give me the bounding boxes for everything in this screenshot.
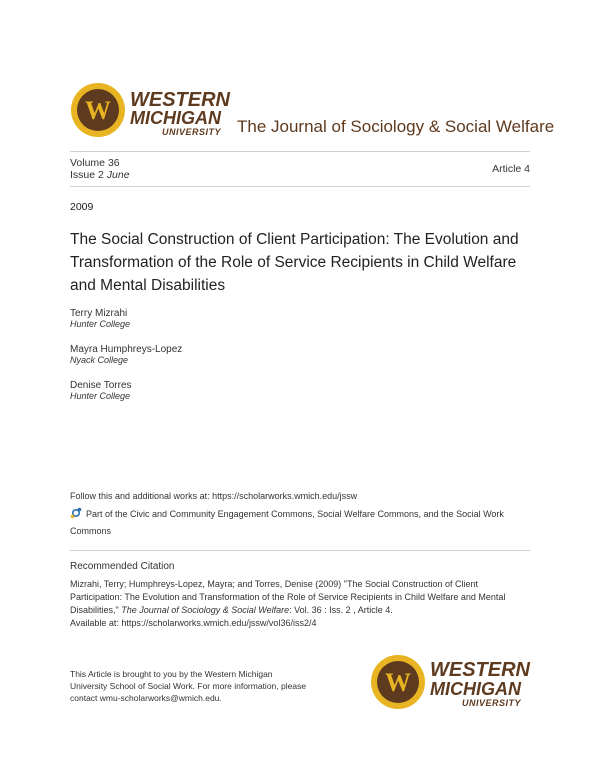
journal-title[interactable]: The Journal of Sociology & Social Welfare <box>237 117 555 136</box>
wmu-logo-footer <box>370 652 540 712</box>
issue-month: June <box>106 169 130 181</box>
commons-link-social-work[interactable]: Social Work Commons <box>70 509 504 536</box>
network-icon <box>70 507 82 519</box>
citation-volume: : Vol. 36 : Iss. 2 , Article 4. <box>289 605 393 615</box>
wmu-logo <box>70 80 240 140</box>
part-of-line: Part of the Civic and Community Engagement Commons, Social Welfare Commons, and the Social Work Commons <box>70 509 504 536</box>
logo-western: WESTERN <box>430 659 530 681</box>
divider <box>70 186 530 187</box>
divider <box>70 550 530 551</box>
logo-michigan: MICHIGAN <box>130 108 221 128</box>
commons-link-social-welfare[interactable]: Social Welfare Commons <box>317 509 419 519</box>
article-number[interactable]: Article 4 <box>492 163 530 175</box>
logo-western: WESTERN <box>130 89 230 111</box>
footer-period: . <box>219 693 222 703</box>
logo-university: UNIVERSITY <box>162 127 222 137</box>
logo-michigan: MICHIGAN <box>430 679 521 699</box>
follow-label: Follow this and additional works at: <box>70 491 210 501</box>
available-label: Available at: <box>70 618 119 628</box>
volume[interactable]: Volume 36 <box>70 157 120 169</box>
commons-link-civic[interactable]: Civic and Community Engagement Commons <box>130 509 313 519</box>
issue-number: Issue 2 <box>70 169 104 181</box>
footer-statement: This Article is brought to you by the Western Michigan University School of Social Work. For more information, please contact <box>70 669 307 703</box>
author-block <box>70 344 182 365</box>
contact-email[interactable]: wmu-scholarworks@wmich.edu <box>99 693 220 703</box>
follow-link[interactable]: https://scholarworks.wmich.edu/jssw <box>212 491 358 501</box>
author-block <box>70 380 132 401</box>
author-name[interactable]: Mayra Humphreys-Lopez <box>70 344 183 355</box>
follow-line <box>70 488 357 504</box>
author-institution: Hunter College <box>70 319 131 329</box>
recommended-citation-heading: Recommended Citation <box>70 561 175 572</box>
author-institution: Hunter College <box>70 391 131 401</box>
citation-journal: The Journal of Sociology & Social Welfare <box>121 605 290 615</box>
available-link[interactable]: https://scholarworks.wmich.edu/jssw/vol36/iss2/4 <box>121 618 317 628</box>
svg-text:W: W <box>385 668 411 697</box>
citation-text <box>70 578 532 630</box>
author-block <box>70 308 130 329</box>
citation-authors-title: Mizrahi, Terry; Humphreys-Lopez, Mayra; and Torres, Denise (2009) "The Social Construction of Client Participation: The Evolution and Transformation of the Role of Service Recipients in Child Welfare and Mental Disabilities," <box>70 579 506 615</box>
year: 2009 <box>70 201 94 213</box>
footer-text <box>70 668 310 704</box>
divider <box>70 151 530 152</box>
svg-text:W: W <box>85 96 111 125</box>
author-name[interactable]: Terry Mizrahi <box>70 308 128 319</box>
issue[interactable] <box>70 169 130 181</box>
part-of-prefix: Part of the <box>86 509 128 519</box>
author-institution: Nyack College <box>70 355 129 365</box>
article-title[interactable]: The Social Construction of Client Participation: The Evolution and Transformation of the Role of Service Recipients in Child Welfare and Mental Disabilities <box>70 231 519 294</box>
logo-university: UNIVERSITY <box>462 698 522 708</box>
and-the: , and the <box>418 509 454 519</box>
author-name[interactable]: Denise Torres <box>70 380 132 391</box>
